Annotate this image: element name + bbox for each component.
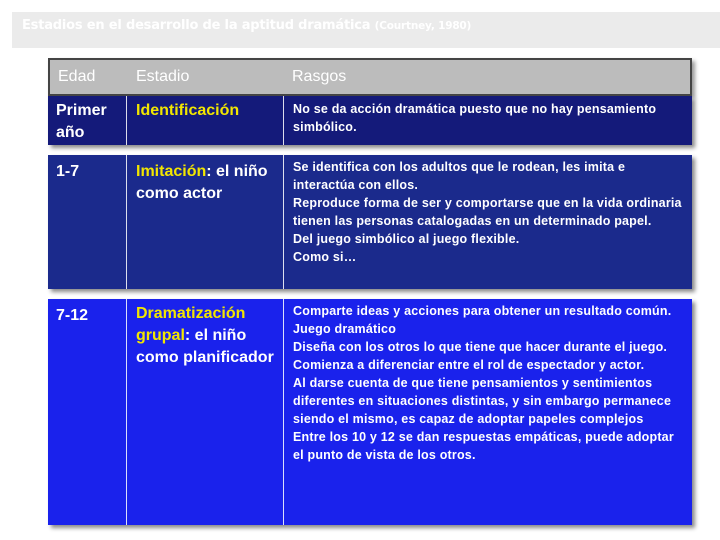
stage-rest: : el niño como planificador (136, 327, 274, 366)
stage-highlight: Imitación (136, 163, 207, 180)
header-rasgos: Rasgos (292, 68, 347, 85)
traits-cell (285, 155, 692, 289)
age-value: Primer año (56, 102, 107, 141)
title-reference: (Courtney, 1980) (374, 20, 472, 32)
trait-line: No se da acción dramática puesto que no hay pensamiento simbólico. (293, 102, 657, 134)
title-main: Estadios en el desarrollo de la aptitud dramática (22, 18, 371, 33)
traits-cell (285, 299, 692, 525)
trait-line: Comparte ideas y acciones para obtener un resultado común. (293, 304, 672, 318)
trait-line: Diseña con los otros lo que tiene que hacer durante el juego. (293, 340, 668, 354)
table-row (48, 299, 692, 525)
stage-rest: : el niño como actor (136, 163, 268, 202)
slide-title (22, 18, 471, 33)
header-estadio: Estadio (136, 68, 190, 85)
table-row (48, 96, 692, 145)
stage-highlight: Dramatización grupal (136, 305, 246, 344)
trait-line: Como si… (293, 250, 357, 264)
traits-list (293, 158, 686, 266)
header-edad: Edad (58, 68, 96, 85)
age-value: 1-7 (56, 163, 80, 180)
stage-highlight: Identificación (136, 102, 240, 119)
table-header-row (48, 58, 692, 96)
age-value: 7-12 (56, 307, 89, 324)
trait-line: Reproduce forma de ser y comportarse que en la vida ordinaria tienen las personas catalogadas en un determinado papel. (293, 196, 682, 228)
stage-value (136, 303, 276, 369)
trait-line: Juego dramático (293, 322, 397, 336)
age-cell (48, 96, 128, 145)
table-row (48, 155, 692, 289)
trait-line: Del juego simbólico al juego flexible. (293, 232, 520, 246)
age-cell (48, 155, 128, 289)
trait-line: Se identifica con los adultos que le rodean, les imita e interactúa con ellos. (293, 160, 626, 192)
trait-line: Al darse cuenta de que tiene pensamientos y sentimientos diferentes en situaciones distintas, y sin embargo permanece siendo el mismo, es capaz de adoptar papeles complejos (293, 376, 672, 426)
traits-list (293, 100, 686, 136)
trait-line: Entre los 10 y 12 se dan respuestas empáticas, puede adoptar el punto de vista de los otros. (293, 430, 674, 462)
age-cell (48, 299, 128, 525)
trait-line: Comienza a diferenciar entre el rol de espectador y actor. (293, 358, 645, 372)
stage-value (136, 161, 282, 205)
stage-value (136, 100, 276, 122)
traits-list (293, 302, 686, 464)
traits-cell (285, 96, 692, 145)
